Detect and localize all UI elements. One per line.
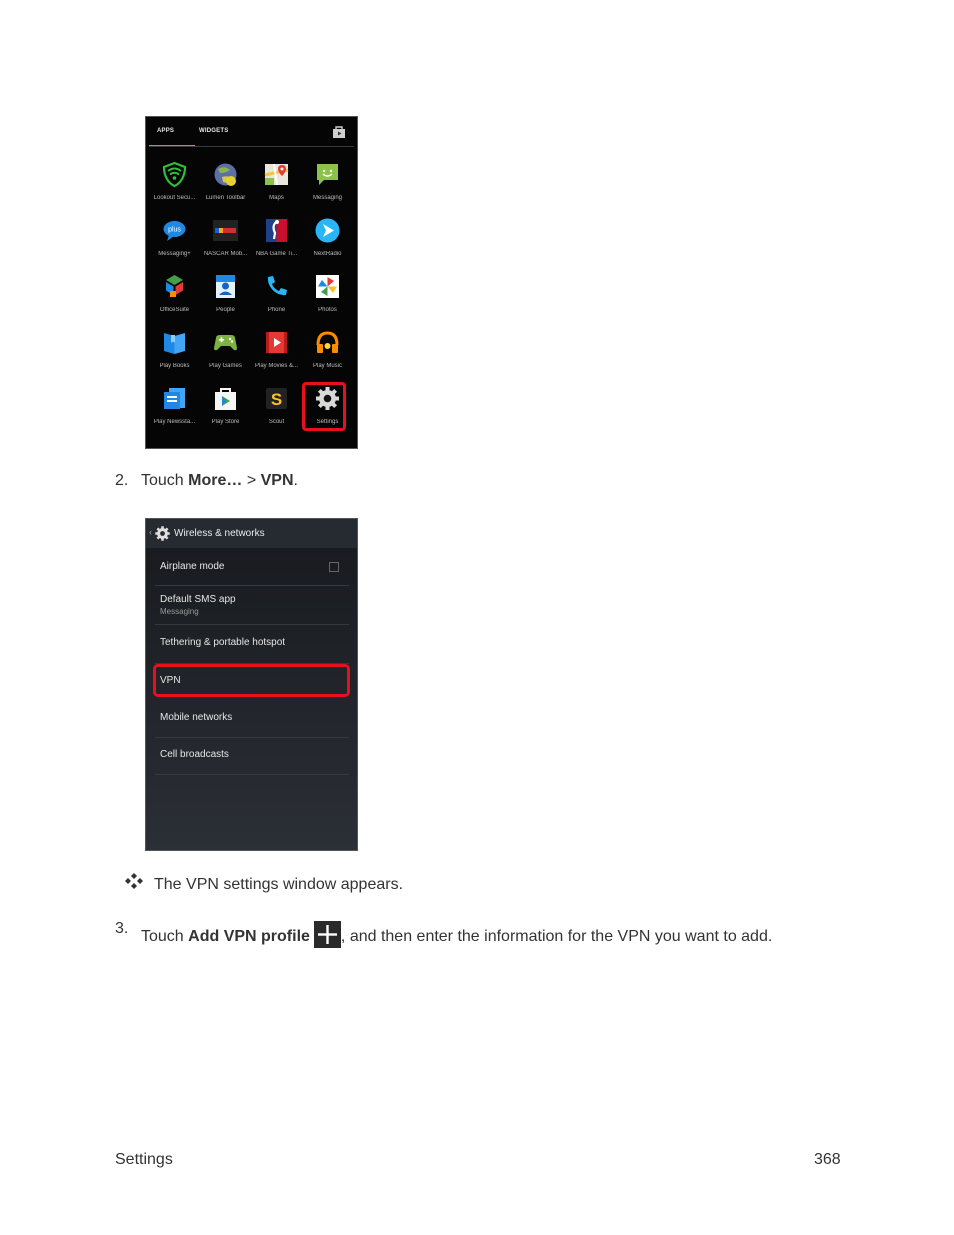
- app-drawer-tabbar: [146, 117, 357, 147]
- app-label: Lumen Toolbar: [205, 195, 246, 201]
- nextradio-icon: [314, 217, 341, 244]
- app-lumen-toolbar[interactable]: [200, 155, 251, 211]
- app-play-movies[interactable]: [251, 323, 302, 379]
- tab-apps[interactable]: APPS: [157, 128, 175, 134]
- tab-divider: [149, 146, 354, 147]
- settings-gear-icon: [154, 525, 171, 542]
- app-label: Messaging+: [158, 251, 191, 257]
- app-label: Phone: [267, 307, 286, 313]
- app-lookout[interactable]: [149, 155, 200, 211]
- app-nascar[interactable]: [200, 211, 251, 267]
- setting-row-mobile-networks[interactable]: [155, 701, 349, 738]
- app-play-books[interactable]: [149, 323, 200, 379]
- officesuite-icon: [161, 273, 188, 300]
- setting-row-default-sms[interactable]: [155, 586, 349, 625]
- app-scout[interactable]: [251, 379, 302, 435]
- phone-icon: [263, 273, 290, 300]
- messaging-icon: [314, 161, 341, 188]
- step-separator: >: [242, 472, 261, 489]
- back-chevron-icon[interactable]: ‹: [149, 527, 152, 537]
- setting-row-airplane-mode[interactable]: [155, 549, 349, 586]
- play-books-icon: [161, 329, 188, 356]
- app-label: Play Music: [312, 363, 342, 369]
- setting-title: Airplane mode: [160, 561, 225, 572]
- app-people[interactable]: [200, 267, 251, 323]
- app-label: OfficeSuite: [159, 307, 190, 313]
- app-label: NBA Game Ti...: [255, 251, 298, 257]
- maps-icon: [263, 161, 290, 188]
- diamond-bullet-icon: [124, 872, 144, 890]
- app-play-store[interactable]: [200, 379, 251, 435]
- play-music-icon: [314, 329, 341, 356]
- app-phone[interactable]: [251, 267, 302, 323]
- page-title: Wireless & networks: [174, 528, 265, 539]
- app-play-newsstand[interactable]: [149, 379, 200, 435]
- add-plus-icon: [314, 921, 341, 948]
- step-text-prefix: Touch: [141, 928, 189, 945]
- people-icon: [212, 273, 239, 300]
- app-messaging[interactable]: [302, 155, 353, 211]
- app-photos[interactable]: [302, 267, 353, 323]
- lumen-toolbar-icon: [212, 161, 239, 188]
- app-label: Lookout Secu...: [153, 195, 196, 201]
- setting-row-tethering[interactable]: [155, 625, 349, 664]
- nba-icon: [263, 217, 290, 244]
- settings-highlight-box: [302, 382, 346, 431]
- play-games-icon: [212, 329, 239, 356]
- setting-title: Mobile networks: [160, 712, 233, 723]
- step-text-suffix: , and then enter the information for the VPN you want to add.: [340, 928, 773, 945]
- step-number: 2.: [115, 472, 129, 489]
- play-movies-icon: [263, 329, 290, 356]
- footer-section-name: Settings: [115, 1151, 173, 1168]
- app-label: NextRadio: [313, 251, 342, 257]
- svg-text:plus: plus: [168, 226, 181, 234]
- play-newsstand-icon: [161, 385, 188, 412]
- app-officesuite[interactable]: [149, 267, 200, 323]
- setting-row-cell-broadcasts[interactable]: [155, 738, 349, 775]
- play-store-icon: [212, 385, 239, 412]
- more-menu-label: More…: [188, 472, 243, 489]
- app-label: Maps: [269, 195, 284, 201]
- app-maps[interactable]: [251, 155, 302, 211]
- airplane-mode-checkbox[interactable]: [329, 562, 339, 572]
- bullet-text: The VPN settings window appears.: [154, 876, 404, 893]
- app-label: NASCAR Mob...: [203, 251, 248, 257]
- step-text-end: .: [293, 472, 298, 489]
- messaging-plus-icon: [161, 217, 188, 244]
- app-label: Settings: [316, 419, 339, 425]
- app-label: Play Store: [211, 419, 240, 425]
- wireless-networks-screenshot: [145, 518, 358, 851]
- setting-subtitle: Messaging: [160, 607, 199, 616]
- app-play-music[interactable]: [302, 323, 353, 379]
- app-nba[interactable]: [251, 211, 302, 267]
- app-label: People: [216, 307, 235, 313]
- setting-title: Cell broadcasts: [160, 749, 229, 760]
- app-label: Photos: [318, 307, 337, 313]
- app-label: Play Newssta...: [153, 419, 196, 425]
- step-text: [141, 472, 298, 490]
- vpn-menu-label: VPN: [260, 472, 294, 489]
- app-label: Messaging: [312, 195, 342, 201]
- app-messaging-plus[interactable]: [149, 211, 200, 267]
- step-number: 3.: [115, 920, 129, 937]
- svg-text:S: S: [270, 390, 283, 409]
- app-nextradio[interactable]: [302, 211, 353, 267]
- add-vpn-profile-label: Add VPN profile: [188, 928, 310, 945]
- app-drawer-screenshot: [145, 116, 358, 449]
- lookout-shield-icon: [161, 161, 188, 188]
- step-text: [141, 921, 772, 948]
- app-label: Scout: [268, 419, 285, 425]
- tab-widgets[interactable]: WIDGETS: [199, 128, 229, 134]
- app-label: Play Movies &...: [254, 363, 298, 369]
- setting-title: Tethering & portable hotspot: [160, 637, 286, 648]
- vpn-highlight-box: [153, 664, 350, 697]
- photos-icon: [314, 273, 341, 300]
- nascar-icon: [212, 217, 239, 244]
- app-label: Play Books: [159, 363, 190, 369]
- setting-title: Default SMS app: [160, 594, 236, 605]
- shopping-bag-icon[interactable]: [332, 125, 346, 139]
- app-label: Play Games: [209, 363, 242, 369]
- footer-page-number: 368: [814, 1151, 841, 1168]
- app-play-games[interactable]: [200, 323, 251, 379]
- scout-icon: [263, 385, 290, 412]
- step-text-prefix: Touch: [141, 472, 189, 489]
- wireless-header: [146, 519, 357, 548]
- setting-title: VPN: [160, 675, 181, 686]
